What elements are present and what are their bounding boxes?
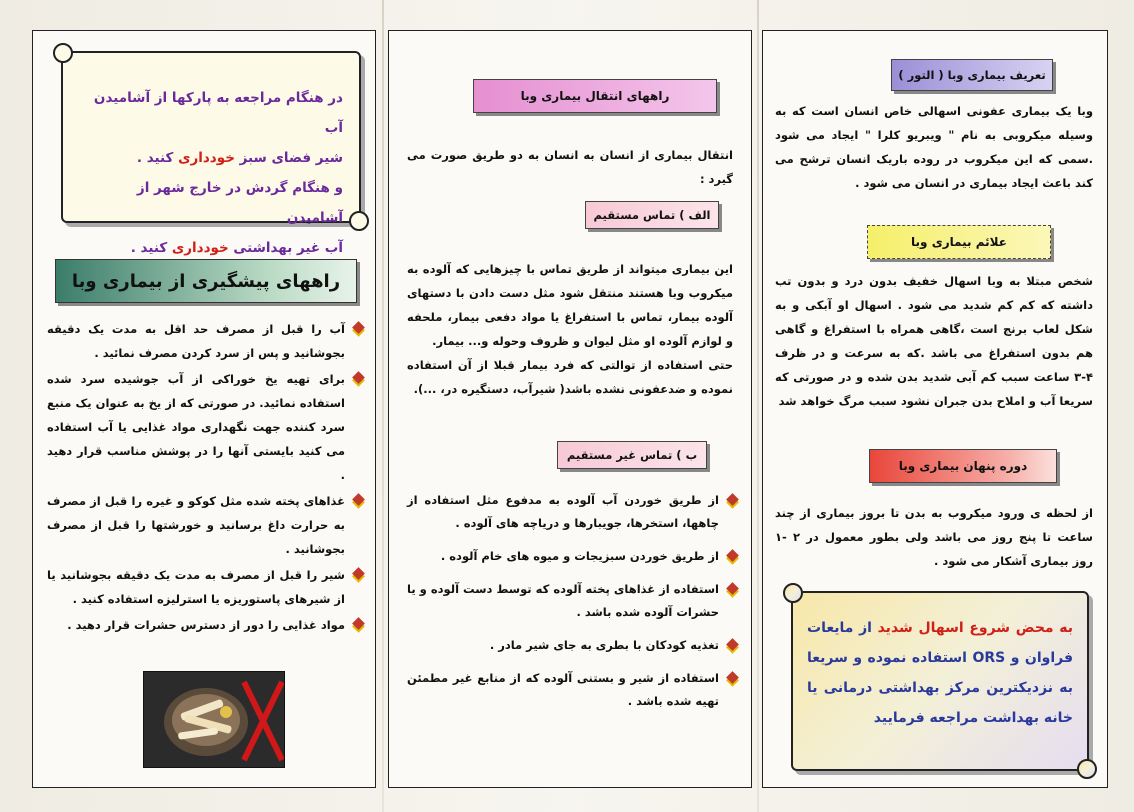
fold-line-left xyxy=(382,0,384,812)
fold-line-right xyxy=(757,0,759,812)
transmission-intro: انتقال بیماری از انسان به انسان به دو طریق صورت می گیرد : xyxy=(407,148,733,186)
warning-scroll xyxy=(61,51,361,256)
right-panel xyxy=(762,30,1108,788)
symptoms-header: علائم بیماری وبا xyxy=(867,225,1051,259)
scroll-curl-top xyxy=(53,43,73,63)
transmission-header: راههای انتقال بیماری وبا xyxy=(473,79,717,113)
scroll-curl-top xyxy=(783,583,803,603)
bullet-icon xyxy=(352,617,365,630)
left-panel xyxy=(32,30,376,788)
list-item: استفاده از غذاهای پخته آلوده که توسط دست آلوده و یا حشرات آلوده شده باشد . xyxy=(407,578,737,624)
prevention-header: راههای پیشگیری از بیماری وبا xyxy=(55,259,357,303)
bullet-icon xyxy=(726,671,739,684)
indirect-list xyxy=(407,489,737,713)
definition-header: تعریف بیماری وبا ( التور ) xyxy=(891,59,1053,91)
food-plate-icon xyxy=(144,672,284,767)
list-item: از طریق خوردن آب آلوده به مدفوع مثل استفاده از چاهها، استخرها، جویبارها و دریاچه های آلوده . xyxy=(407,489,737,535)
list-item: استفاده از شیر و بستنی آلوده که از منابع غیر مطمئن تهیه شده باشد . xyxy=(407,667,737,713)
bullet-icon xyxy=(726,549,739,562)
scroll-curl-bottom xyxy=(1077,759,1097,779)
direct-contact-text: این بیماری میتواند از طریق تماس با چیزهایی که آلوده به میکروب وبا هستند منتقل شود مثل دست دادن با دستهای آلوده بیمار، تماس با استفراغ یا مواد دفعی بیمار، ملحفه و لوازم آلوده او مثل لیوان و ظروف وحوله و... بیمار. حتی استفاده از توالتی که فرد بیمار قبلا از آن استفاده نموده و ضدعفونی نشده باشد( شیرآب، دستگیره در، ...). xyxy=(407,262,733,396)
prevention-list xyxy=(47,317,363,637)
bullet-icon xyxy=(352,493,365,506)
bullet-icon xyxy=(352,371,365,384)
list-item: غذاهای پخته شده مثل کوکو و غیره را قبل از مصرف به حرارت داغ برسانید و خورشتها را قبل از مصرف بجوشانید . xyxy=(47,489,363,561)
list-item: تغذیه کودکان با بطری به جای شیر مادر . xyxy=(407,634,737,657)
indirect-contact-header: ب ) تماس غیر مستقیم xyxy=(557,441,707,469)
prevention-list-wrap xyxy=(47,317,363,639)
bullet-icon xyxy=(352,321,365,334)
indirect-list-wrap xyxy=(407,489,737,723)
incubation-text: از لحظه ی ورود میکروب به بدن تا بروز بیماری از چند ساعت تا پنج روز می باشد ولی بطور معمول در ۲ -۱ روز بیماری آشکار می شود . xyxy=(775,506,1093,568)
bullet-icon xyxy=(726,638,739,651)
no-raw-food-image xyxy=(143,671,285,768)
list-item: از طریق خوردن سبزیجات و میوه های خام آلوده . xyxy=(407,545,737,568)
middle-panel xyxy=(388,30,752,788)
bullet-icon xyxy=(726,493,739,506)
bullet-icon xyxy=(352,567,365,580)
direct-contact-header: الف ) تماس مستقیم xyxy=(585,201,719,229)
urgent-advice-scroll xyxy=(791,591,1089,771)
symptoms-text: شخص مبتلا به وبا اسهال خفیف بدون درد و بدون تب داشته که کم کم شدید می شود . اسهال او آبکی و به شکل لعاب برنج است ،گاهی همراه با استفراغ و گاهی هم بدون استفراغ می باشد .که به سرعت و در ظرف ۴-۳ ساعت سبب کم آبی شدید بدن شده و در صورتی که سریعا آب و املاح بدن جبران نشود سبب مرگ خواهد شد xyxy=(775,274,1093,408)
list-item: شیر را قبل از مصرف به مدت یک دقیقه بجوشانید یا از شیرهای پاستوریزه یا استرلیزه استفاده کنید . xyxy=(47,563,363,611)
warning-text: در هنگام مراجعه به پارکها از آشامیدن آب شیر فضای سبز خودداری کنید . و هنگام گردش در خارج شهر از آشامیدن آب غیر بهداشتی خودداری کنید . xyxy=(93,90,343,256)
urgent-advice-text: به محض شروع اسهال شدید از مایعات فراوان و ORS استفاده نموده و سریعا به نزدیکترین مرکز بهداشتی درمانی یا خانه بهداشت مراجعه فرمایید xyxy=(807,620,1074,726)
incubation-header: دوره پنهان بیماری وبا xyxy=(869,449,1057,483)
scroll-curl-bottom xyxy=(349,211,369,231)
bullet-icon xyxy=(726,582,739,595)
definition-text: وبا یک بیماری عفونی اسهالی خاص انسان است که به وسیله میکروبی به نام " ویبریو کلرا " ایجاد می شود .سمی که این میکروب در روده باریک انسان ترشح می کند باعث ایجاد بیماری در انسان می شود . xyxy=(775,104,1093,190)
list-item: مواد غذایی را دور از دسترس حشرات قرار دهید . xyxy=(47,613,363,637)
list-item: برای تهیه یخ خوراکی از آب جوشیده سرد شده استفاده نمائید. در صورتی که از یخ به عنوان یک منبع سرد کننده جهت نگهداری مواد غذایی یا آب استفاده می کنید بایستی آنها را در پوشش مناسب قرار دهید . xyxy=(47,367,363,487)
list-item: آب را قبل از مصرف حد اقل به مدت یک دقیقه بجوشانید و پس از سرد کردن مصرف نمائید . xyxy=(47,317,363,365)
